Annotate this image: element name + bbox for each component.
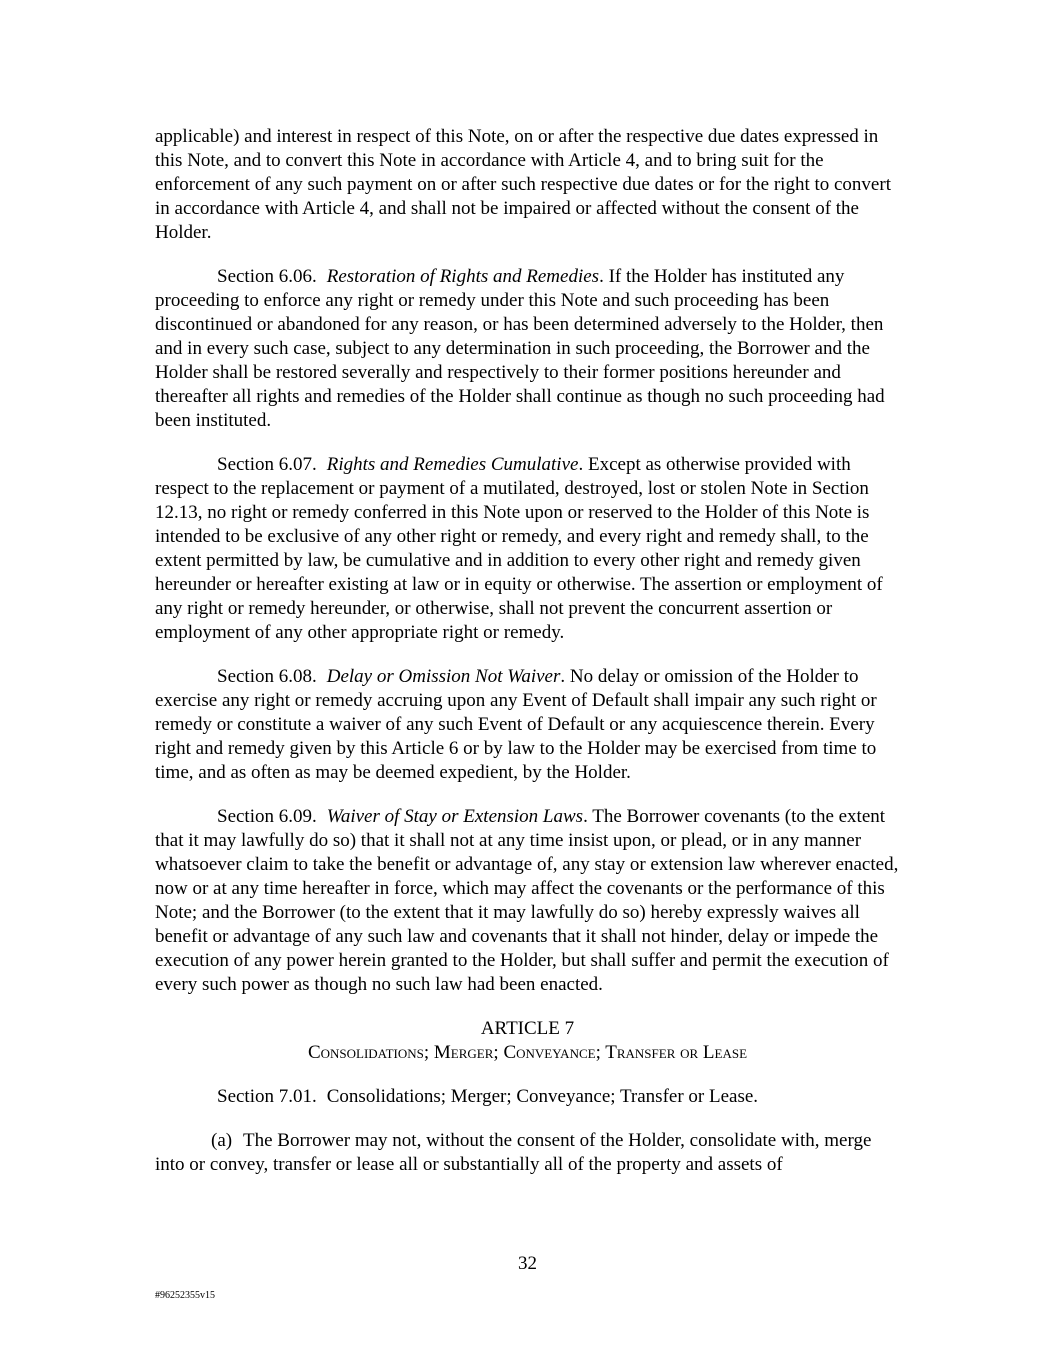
- section-text: . No delay or omission of the Holder to exercise any right or remedy accruing upon any Event of Default shall impair any such right or remedy or constitute a waiver of any such Event of Default or any acquiescence therein. Every right and remedy given by this Article 6 or by law to the Holder may be exercised from time to time, and as often as may be deemed expedient, by the Holder.: [155, 666, 877, 783]
- continuation-paragraph: applicable) and interest in respect of this Note, on or after the respective due dates expressed in this Note, and to convert this Note in accordance with Article 4, and to bring suit for the enforcement of any such payment on or after such respective due dates or for the right to convert in accordance with Article 4, and shall not be impaired or affected without the consent of the Holder.: [155, 126, 891, 243]
- subsection-a-paragraph: [155, 1129, 900, 1177]
- section-number: Section 6.08.: [217, 666, 317, 687]
- section-title: Consolidations; Merger; Conveyance; Transfer or Lease.: [326, 1086, 759, 1107]
- section-text: . The Borrower covenants (to the extent that it may lawfully do so) that it shall not at any time insist upon, or plead, or in any manner whatsoever claim to take the benefit or advantage of, any stay or extension law wherever enacted, now or at any time hereafter in force, which may affect the covenants or the performance of this Note; and the Borrower (to the extent that it may lawfully do so) hereby expressly waives all benefit or advantage of any such law and covenants that it shall not hinder, delay or impede the execution of any power herein granted to the Holder, but shall suffer and permit the execution of every such power as though no such law had been enacted.: [155, 806, 899, 995]
- section-title: Restoration of Rights and Remedies: [326, 266, 600, 287]
- document-body: [155, 125, 900, 1177]
- article-heading: ARTICLE 7: [480, 1018, 575, 1039]
- section-number: Section 7.01.: [217, 1086, 317, 1107]
- section-number: Section 6.09.: [217, 806, 317, 827]
- section-text: . If the Holder has instituted any proceeding to enforce any right or remedy under this Note and such proceeding has been discontinued or abandoned for any reason, or has been determined adversely to the Holder, then and in every such case, subject to any determination in such proceeding, the Borrower and the Holder shall be restored severally and respectively to their former positions hereunder and thereafter all rights and remedies of the Holder shall continue as though no such proceeding had been instituted.: [155, 266, 885, 431]
- section-title: Delay or Omission Not Waiver: [326, 666, 561, 687]
- subsection-text: The Borrower may not, without the consent of the Holder, consolidate with, merge into or convey, transfer or lease all or substantially all of the property and assets of: [155, 1130, 872, 1175]
- article-title: Consolidations; Merger; Conveyance; Transfer or Lease: [307, 1042, 748, 1063]
- section-title: Waiver of Stay or Extension Laws: [326, 806, 584, 827]
- section-number: Section 6.06.: [217, 266, 317, 287]
- section-6-08-paragraph: [155, 665, 900, 785]
- section-title: Rights and Remedies Cumulative: [326, 454, 579, 475]
- section-7-01-heading: [155, 1085, 900, 1109]
- section-text: . Except as otherwise provided with respect to the replacement or payment of a mutilated, destroyed, lost or stolen Note in Section 12.13, no right or remedy conferred in this Note upon or reserved to the Holder of this Note is intended to be exclusive of any other right or remedy, and every right and remedy shall, to the extent permitted by law, be cumulative and in addition to every other right and remedy given hereunder or hereafter existing at law or in equity or otherwise. The assertion or employment of any right or remedy hereunder, or otherwise, shall not prevent the concurrent assertion or employment of any other appropriate right or remedy.: [155, 454, 883, 643]
- section-number: Section 6.07.: [217, 454, 317, 475]
- subsection-label: (a): [211, 1130, 233, 1151]
- section-6-06-paragraph: [155, 265, 900, 433]
- section-6-07-paragraph: [155, 453, 900, 645]
- document-id: #96252355v15: [155, 1290, 215, 1301]
- section-6-09-paragraph: [155, 805, 900, 997]
- page-number: 32: [518, 1253, 537, 1274]
